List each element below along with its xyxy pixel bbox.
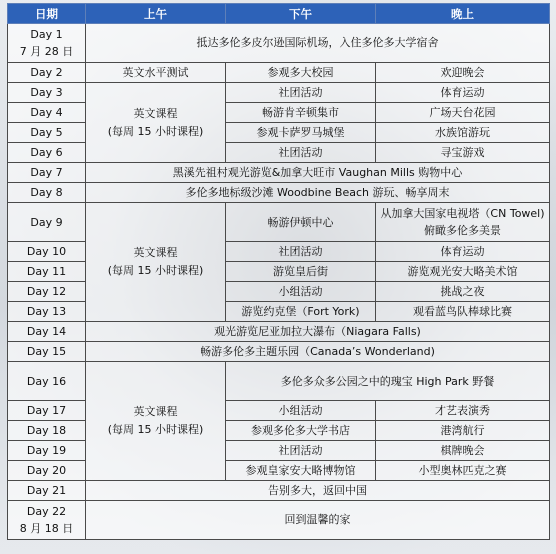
afternoon-evening-activity: 多伦多众多公园之中的瑰宝 High Park 野餐 (226, 362, 550, 401)
english-course-cell (86, 362, 226, 481)
header-evening: 晚上 (376, 4, 550, 24)
table-row (8, 63, 550, 83)
afternoon-activity: 社团活动 (226, 242, 376, 262)
table-row (8, 342, 550, 362)
afternoon-activity: 参观卡萨罗马城堡 (226, 123, 376, 143)
evening-activity: 才艺表演秀 (376, 401, 550, 421)
header-date: 日期 (8, 4, 86, 24)
english-course-cell (86, 203, 226, 322)
afternoon-activity: 社团活动 (226, 143, 376, 163)
afternoon-activity: 游览约克堡（Fort York) (226, 302, 376, 322)
evening-activity: 体育运动 (376, 242, 550, 262)
full-day-activity: 观光游览尼亚加拉大瀑布（Niagara Falls) (86, 322, 550, 342)
evening-activity: 水族馆游玩 (376, 123, 550, 143)
day-label: Day 16 (8, 362, 86, 401)
table-row (8, 203, 550, 242)
day-cell (8, 501, 86, 540)
day-label: Day 3 (8, 83, 86, 103)
evening-activity: 广场天台花园 (376, 103, 550, 123)
afternoon-activity: 参观多伦多大学书店 (226, 421, 376, 441)
day-label: Day 12 (8, 282, 86, 302)
day-label: Day 6 (8, 143, 86, 163)
full-day-activity: 黑溪先祖村观光游览&加拿大旺市 Vaughan Mills 购物中心 (86, 163, 550, 183)
day-label: Day 22 (26, 505, 67, 518)
table-row (8, 322, 550, 342)
course-title: 英文课程 (133, 405, 178, 418)
course-hours: (每周 15 小时课程) (107, 124, 204, 138)
day-label: Day 17 (8, 401, 86, 421)
evening-activity: 棋牌晚会 (376, 441, 550, 461)
day-label: Day 19 (8, 441, 86, 461)
evening-activity-line: 俯瞰多伦多美景 (424, 224, 501, 237)
table-row (8, 24, 550, 63)
day-label: Day 1 (30, 28, 63, 41)
afternoon-activity: 社团活动 (226, 83, 376, 103)
course-title: 英文课程 (133, 246, 178, 259)
day-date: 8 月 18 日 (19, 522, 74, 535)
evening-activity (376, 203, 550, 242)
evening-activity: 体育运动 (376, 83, 550, 103)
evening-activity: 寻宝游戏 (376, 143, 550, 163)
day-cell (8, 24, 86, 63)
afternoon-activity: 游览皇后街 (226, 262, 376, 282)
day-label: Day 5 (8, 123, 86, 143)
table-row (8, 501, 550, 540)
table-row (8, 362, 550, 401)
morning-activity: 英文水平测试 (86, 63, 226, 83)
day-label: Day 4 (8, 103, 86, 123)
header-row (8, 4, 550, 24)
day-label: Day 9 (8, 203, 86, 242)
table-row (8, 481, 550, 501)
afternoon-activity: 参观多大校园 (226, 63, 376, 83)
course-hours: (每周 15 小时课程) (107, 264, 204, 277)
day-date: 7 月 28 日 (19, 45, 74, 58)
day-label: Day 15 (8, 342, 86, 362)
table-row (8, 183, 550, 203)
full-day-activity: 多伦多地标级沙滩 Woodbine Beach 游玩、畅享周末 (86, 183, 550, 203)
header-afternoon: 下午 (226, 4, 376, 24)
day-label: Day 18 (8, 421, 86, 441)
evening-activity: 港湾航行 (376, 421, 550, 441)
day-label: Day 8 (8, 183, 86, 203)
course-hours: (每周 15 小时课程) (107, 423, 204, 436)
afternoon-activity: 畅游肯辛顿集市 (226, 103, 376, 123)
table-row (8, 163, 550, 183)
afternoon-activity: 小组活动 (226, 282, 376, 302)
full-day-activity: 回到温馨的家 (86, 501, 550, 540)
english-course-cell (86, 83, 226, 163)
table-row (8, 83, 550, 103)
day-label: Day 11 (8, 262, 86, 282)
evening-activity: 挑战之夜 (376, 282, 550, 302)
day-label: Day 13 (8, 302, 86, 322)
day-label: Day 2 (8, 63, 86, 83)
afternoon-activity: 参观皇家安大略博物馆 (226, 461, 376, 481)
afternoon-activity: 社团活动 (226, 441, 376, 461)
evening-activity: 游览观光安大略美术馆 (376, 262, 550, 282)
day-label: Day 10 (8, 242, 86, 262)
day-label: Day 14 (8, 322, 86, 342)
itinerary-table (7, 3, 550, 540)
full-day-activity: 畅游多伦多主题乐园（Canada’s Wonderland) (86, 342, 550, 362)
day-label: Day 7 (8, 163, 86, 183)
evening-activity: 欢迎晚会 (376, 63, 550, 83)
evening-activity: 小型奥林匹克之赛 (376, 461, 550, 481)
afternoon-activity: 小组活动 (226, 401, 376, 421)
full-day-activity: 告别多大，返回中国 (86, 481, 550, 501)
day-label: Day 20 (8, 461, 86, 481)
afternoon-activity: 畅游伊顿中心 (226, 203, 376, 242)
day-label: Day 21 (8, 481, 86, 501)
course-title: 英文课程 (133, 106, 178, 120)
header-morning: 上午 (86, 4, 226, 24)
full-day-activity: 抵达多伦多皮尔逊国际机场，入住多伦多大学宿舍 (86, 24, 550, 63)
evening-activity-line: 从加拿大国家电视塔（CN Towel) (380, 207, 545, 220)
evening-activity: 观看蓝鸟队棒球比赛 (376, 302, 550, 322)
